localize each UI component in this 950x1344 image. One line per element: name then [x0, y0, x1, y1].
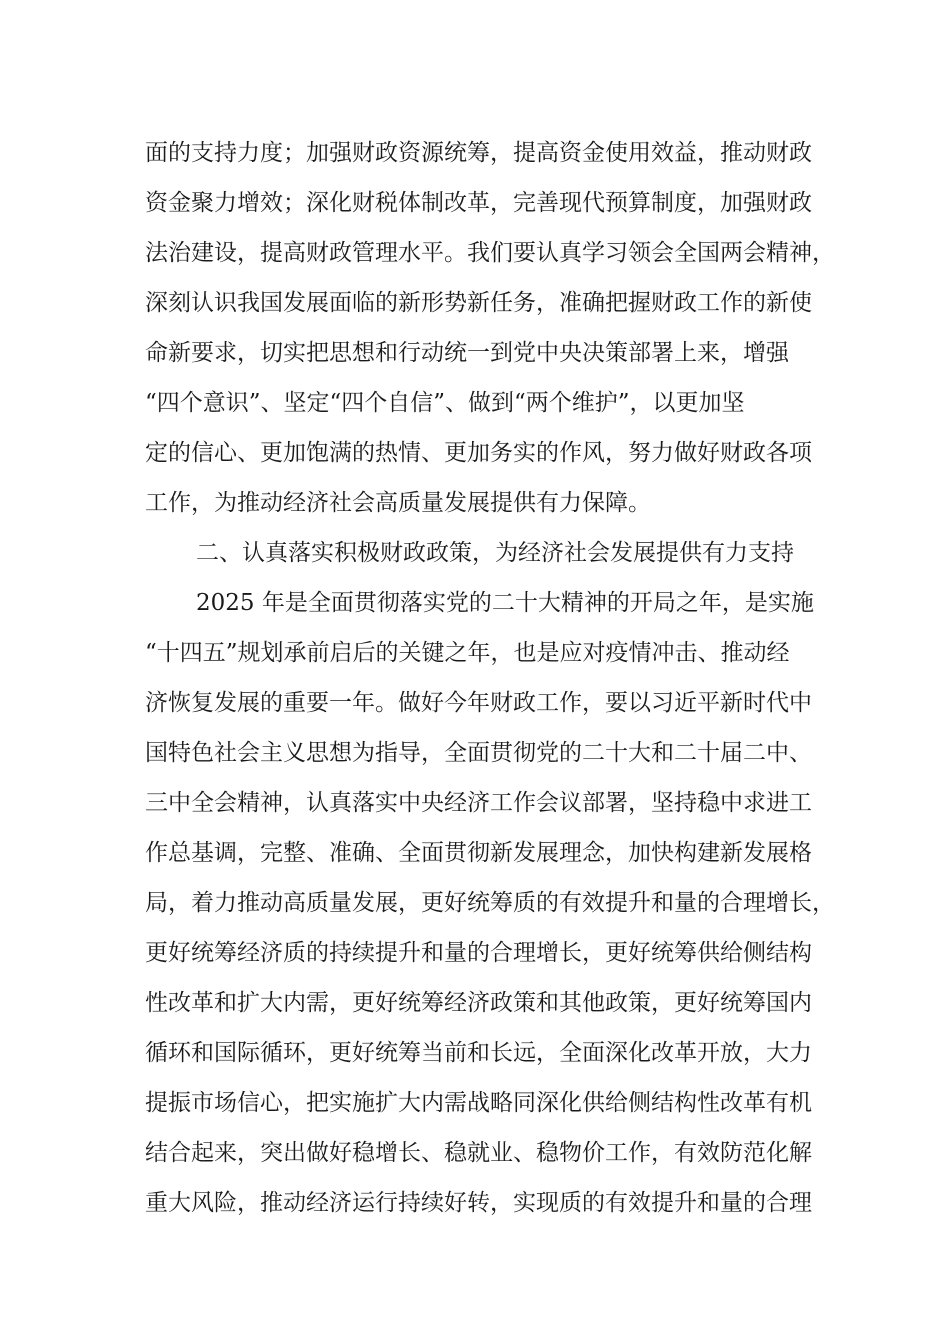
section-heading: 二、认真落实积极财政政策，为经济社会发展提供有力支持 — [196, 540, 794, 566]
text-line: 国特色社会主义思想为指导，全面贯彻党的二十大和二十届二中、 — [145, 740, 812, 766]
text-line: 定的信心、更加饱满的热情、更加务实的作风，努力做好财政各项 — [145, 440, 812, 466]
text-line: 法治建设，提高财政管理水平。我们要认真学习领会全国两会精神， — [145, 240, 835, 266]
text-line: 面的支持力度；加强财政资源统筹，提高资金使用效益，推动财政 — [145, 140, 812, 166]
text-line: “四个意识”、坚定“四个自信”、做到“两个维护”，以更加坚 — [145, 390, 745, 416]
text-line: 结合起来，突出做好稳增长、稳就业、稳物价工作，有效防范化解 — [145, 1140, 812, 1166]
text-line: 资金聚力增效；深化财税体制改革，完善现代预算制度，加强财政 — [145, 190, 812, 216]
text-line: 济恢复发展的重要一年。做好今年财政工作，要以习近平新时代中 — [145, 690, 812, 716]
text-line: 2025 年是全面贯彻落实党的二十大精神的开局之年，是实施 — [196, 590, 814, 616]
text-line: 三中全会精神，认真落实中央经济工作会议部署，坚持稳中求进工 — [145, 790, 812, 816]
text-line: 更好统筹经济质的持续提升和量的合理增长，更好统筹供给侧结构 — [145, 940, 812, 966]
text-line: 深刻认识我国发展面临的新形势新任务，准确把握财政工作的新使 — [145, 290, 812, 316]
text-line: 作总基调，完整、准确、全面贯彻新发展理念，加快构建新发展格 — [145, 840, 812, 866]
text-line: 循环和国际循环，更好统筹当前和长远，全面深化改革开放，大力 — [145, 1040, 812, 1066]
text-line: 命新要求，切实把思想和行动统一到党中央决策部署上来，增强 — [145, 340, 789, 366]
text-line: 性改革和扩大内需，更好统筹经济政策和其他政策，更好统筹国内 — [145, 990, 812, 1016]
text-line: “十四五”规划承前启后的关键之年，也是应对疫情冲击、推动经 — [145, 640, 790, 666]
text-line: 局，着力推动高质量发展，更好统筹质的有效提升和量的合理增长， — [145, 890, 835, 916]
text-line: 工作，为推动经济社会高质量发展提供有力保障。 — [145, 490, 651, 516]
text-line: 提振市场信心，把实施扩大内需战略同深化供给侧结构性改革有机 — [145, 1090, 812, 1116]
text-line: 重大风险，推动经济运行持续好转，实现质的有效提升和量的合理 — [145, 1190, 812, 1216]
